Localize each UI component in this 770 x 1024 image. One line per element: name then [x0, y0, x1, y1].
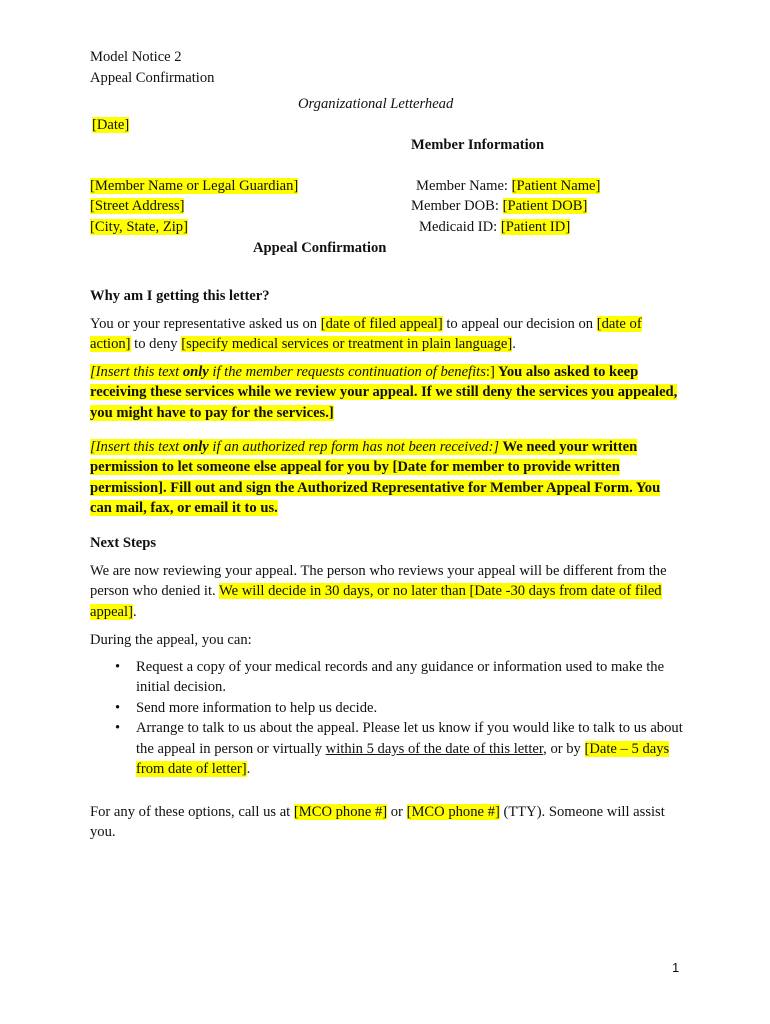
continuation-paragraph: [Insert this text only if the member requests continuation of benefits:] You also asked to keep receiving these services while we review your appeal. If we still deny the services you appealed, you might have to pay for the services.]	[90, 364, 678, 421]
letter-title: Appeal Confirmation	[253, 240, 387, 256]
list-item: • Request a copy of your medical records and any guidance or information used to make the initial decision.	[115, 659, 665, 696]
list-item: • Arrange to talk to us about the appeal. Please let us know if you would like to talk to us about the appeal in person or virtually within 5 days of the date of this letter, or by [Date – 5 days from date of letter].	[115, 720, 683, 778]
address-street: [Street Address]	[90, 198, 185, 214]
options-list	[90, 657, 684, 779]
medicaid-id: Medicaid ID: [Patient ID]	[419, 219, 571, 235]
why-heading: Why am I getting this letter?	[90, 288, 270, 304]
date-placeholder: [Date]	[92, 117, 130, 133]
member-name: Member Name: [Patient Name]	[416, 178, 601, 194]
member-info-heading: Member Information	[411, 137, 545, 153]
member-dob: Member DOB: [Patient DOB]	[411, 198, 588, 214]
why-paragraph: You or your representative asked us on [date of filed appeal] to appeal our decision on [date of action] to deny [specify medical services or treatment in plain language].	[90, 316, 642, 353]
call-paragraph: For any of these options, call us at [MCO phone #] or [MCO phone #] (TTY). Someone will assist you.	[90, 804, 665, 841]
notice-number: Model Notice 2	[90, 49, 182, 65]
list-item: • Send more information to help us decide.	[115, 699, 378, 716]
review-paragraph: We are now reviewing your appeal. The person who reviews your appeal will be different from the person who denied it. We will decide in 30 days, or no later than [Date -30 days from date of filed appeal].	[90, 563, 667, 620]
next-steps-heading: Next Steps	[90, 535, 157, 551]
letterhead: Organizational Letterhead	[298, 96, 454, 112]
authorized-rep-paragraph: [Insert this text only if an authorized rep form has not been received:] We need your written permission to let someone else appeal for you by [Date for member to provide written permission]. Fill out and sign the Authorized Representative for Member Appeal Form. You can mail, fax, or email it to us.	[90, 439, 661, 517]
address-city: [City, State, Zip]	[90, 219, 188, 235]
page-number: 1	[672, 960, 680, 975]
notice-subtitle: Appeal Confirmation	[90, 70, 215, 86]
during-appeal-intro: During the appeal, you can:	[90, 632, 252, 648]
address-name: [Member Name or Legal Guardian]	[90, 178, 299, 194]
